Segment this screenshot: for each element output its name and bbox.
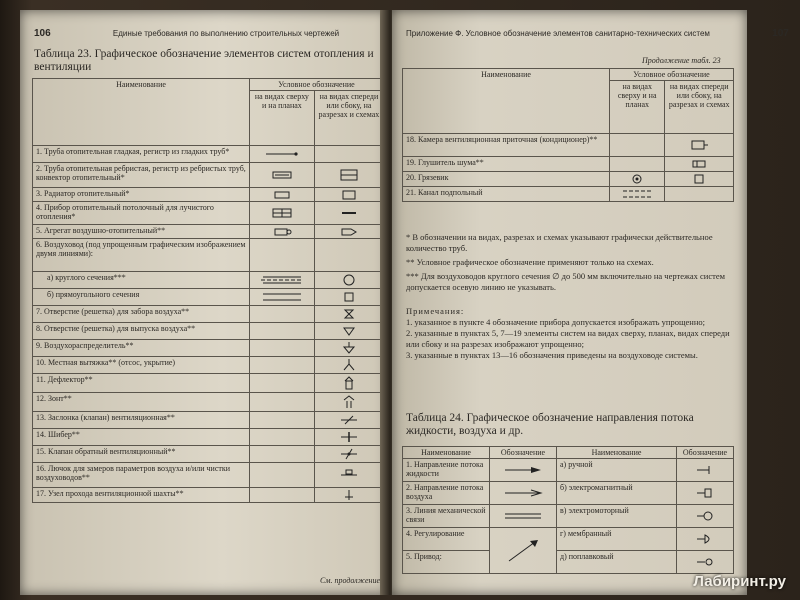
table23-continued: Наименование Условное обозначение на видах сверху и на планах на видах спереди или сбоку, на разрезах и схемах 18. Камера вентиляционная приточная (кондиционер)** 19. Глушитель шума** 20. Грязевик 21. Канал подпольный: [402, 68, 734, 202]
symbol-cell: [250, 146, 315, 163]
membrane-drive-icon: [695, 533, 715, 545]
table-row: 2. Труба отопительная ребристая, регистр из ребристых труб, конвектор отопительный*: [33, 163, 384, 188]
col-plan-header: на видах сверху и на планах: [250, 91, 315, 146]
table-row: 4. Прибор отопительный потолочный для лучистого отопления*: [33, 202, 384, 225]
ventilation-chamber-icon: [689, 139, 709, 151]
regulation-arrow-icon: [503, 537, 543, 565]
hood-icon: [342, 394, 356, 410]
table23-continuation: Продолжение табл. 23: [642, 56, 721, 65]
table23: [32, 78, 384, 503]
col-section-header: на видах спереди или сбоку, на разрезах и схемах: [314, 91, 383, 146]
check-valve-icon: [339, 448, 359, 460]
air-diffuser-icon: [342, 341, 356, 355]
table-row: 7. Отверстие (решетка) для забора воздуха**: [33, 306, 384, 323]
shaft-node-icon: [342, 489, 356, 501]
rect-duct-section-icon: [342, 290, 356, 304]
mud-trap-section-icon: [692, 173, 706, 185]
table-row: 1. Направление потока жидкости а) ручной: [403, 459, 734, 482]
rect-duct-icon: [259, 292, 305, 302]
float-drive-icon: [695, 556, 715, 568]
convector-symbol-icon: [267, 170, 297, 180]
air-heater-icon: [269, 227, 295, 237]
electromotor-drive-icon: [695, 510, 715, 522]
silencer-icon: [689, 159, 709, 169]
table-row: 2. Направление потока воздуха б) электромагнитный: [403, 482, 734, 505]
table-row: 17. Узел прохода вентиляционной шахты**: [33, 488, 384, 503]
table-row: 15. Клапан обратный вентиляционный**: [33, 446, 384, 463]
left-page-number: 106: [34, 28, 51, 39]
table24-title: Таблица 24. Графическое обозначение направления потока жидкости, воздуха и др.: [406, 412, 694, 437]
convector-section-icon: [337, 168, 361, 182]
notes-title: Примечания:: [406, 306, 465, 316]
manual-drive-icon: [695, 465, 715, 475]
intake-grille-icon: [342, 308, 356, 320]
table-row: а) круглого сечения***: [33, 272, 384, 289]
exhaust-grille-icon: [342, 325, 356, 337]
table-row: 11. Дефлектор**: [33, 374, 384, 393]
table-row: 1. Труба отопительная гладкая, регистр из гладких труб*: [33, 146, 384, 163]
table-row: 9. Воздухораспределитель**: [33, 340, 384, 357]
table24: Наименование Обозначение Наименование Обозначение 1. Направление потока жидкости а) ручной 2. Направление потока воздуха б) электромагнитный 3. Линия механической связи в) электромоторный 4. Регулирование г) мембранный 5. Привод: д) поплавковый: [402, 446, 734, 574]
radiator-section-icon: [339, 190, 359, 200]
hatch-icon: [339, 468, 359, 482]
damper-icon: [339, 414, 359, 426]
table-row: 5. Агрегат воздушно-отопительный**: [33, 225, 384, 239]
left-page: [20, 10, 388, 595]
col-name-header: Наименование: [33, 79, 250, 146]
table-row: 10. Местная вытяжка** (отсос, укрытие): [33, 357, 384, 374]
table-row: 3. Радиатор отопительный*: [33, 188, 384, 202]
mechanical-link-icon: [503, 512, 543, 520]
liquid-flow-arrow-icon: [503, 466, 543, 474]
gate-icon: [339, 431, 359, 443]
notes-block: Примечания: 1. указанное в пункте 4 обозначение прибора допускается изображать упрощенно; 2. указанные в пунктах 5, 7—19 элементы систем на видах сверху, планах, видах спереди или сбоку и на разрезах изображают упрощенно; 3. указанные в пунктах 13—16 обозначения приведены на воздуховоде системы.: [406, 306, 736, 361]
radiator-symbol-icon: [269, 191, 295, 199]
right-header: [406, 28, 789, 39]
table-row: 14. Шибер**: [33, 429, 384, 446]
round-duct-icon: [259, 275, 305, 285]
mud-trap-icon: [630, 173, 644, 185]
left-header: [34, 28, 339, 39]
table-row: 16. Лючок для замеров параметров воздуха и/или чистки воздуховодов**: [33, 463, 384, 488]
table-row: 19. Глушитель шума**: [403, 157, 734, 172]
round-duct-section-icon: [342, 273, 356, 287]
table-row: 12. Зонт**: [33, 393, 384, 412]
col-symbol-header: Условное обозначение: [250, 79, 384, 91]
local-exhaust-icon: [342, 358, 356, 372]
table-row: 5. Привод: д) поплавковый: [403, 551, 734, 574]
left-running-header: Единые требования по выполнению строительных чертежей: [112, 29, 340, 38]
pipe-symbol-icon: [262, 150, 302, 158]
footnotes: * В обозначении на видах, разрезах и схемах указывают графически действительное количество труб. ** Условное графическое обозначение применяют только на схемах. *** Для воздуховодов круглого сечения ∅ до 500 мм включительно на чертежах систем допускается осевую линию не указывать.: [406, 232, 725, 292]
table-row: 3. Линия механической связи в) электромоторный: [403, 505, 734, 528]
table-row: 6. Воздуховод (под упрощенным графическим изображением двумя линиями):: [33, 239, 384, 272]
ceiling-heater-section-icon: [339, 208, 359, 218]
ceiling-heater-icon: [267, 206, 297, 220]
air-flow-arrow-icon: [503, 489, 543, 497]
right-running-header: Приложение Ф. Условное обозначение элементов санитарно-технических систем: [406, 29, 710, 38]
floor-channel-icon: [620, 189, 654, 199]
right-page-number: 107: [772, 28, 789, 39]
air-heater-section-icon: [339, 227, 359, 237]
electromagnetic-drive-icon: [695, 487, 715, 499]
table-row: 4. Регулирование г) мембранный: [403, 528, 734, 551]
watermark: Лабиринт.ру: [693, 573, 786, 590]
deflector-icon: [342, 375, 356, 391]
table-row: 13. Заслонка (клапан) вентиляционная**: [33, 412, 384, 429]
table-row: 8. Отверстие (решетка) для выпуска воздуха**: [33, 323, 384, 340]
right-page: [392, 10, 789, 595]
continued-note: См. продолжение: [320, 576, 381, 585]
table-row: 18. Камера вентиляционная приточная (кондиционер)**: [403, 134, 734, 157]
table-row: 21. Канал подпольный: [403, 187, 734, 202]
table-row: б) прямоугольного сечения: [33, 289, 384, 306]
table-row: 20. Грязевик: [403, 172, 734, 187]
table23-title: Таблица 23. Графическое обозначение элементов систем отопления и вентиляции: [34, 48, 374, 73]
